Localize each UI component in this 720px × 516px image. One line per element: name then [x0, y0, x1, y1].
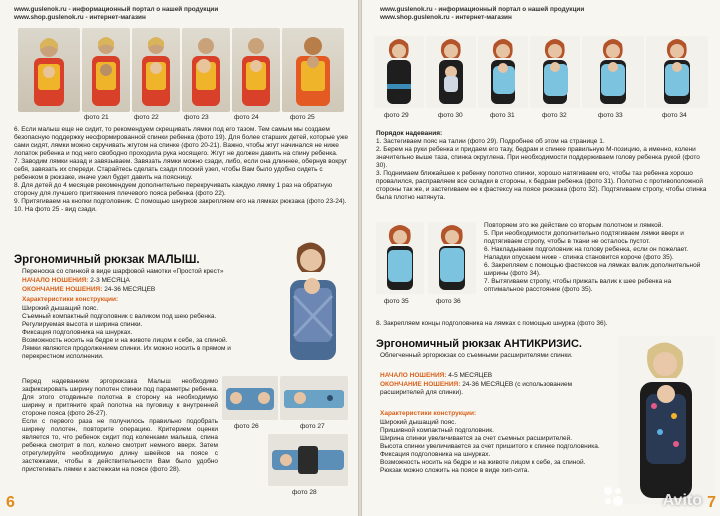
caption-photo-25: фото 25 — [290, 114, 315, 121]
steps-b-text — [484, 222, 710, 294]
feature-item: Съемный компактный подголовник с валиком под шею ребенка. — [22, 313, 217, 320]
feature-item: Регулируемая высота и ширина спинки. — [22, 321, 143, 328]
caption-photo-26: фото 26 — [234, 423, 259, 430]
order-step-1: 1. Застегиваем пояс на талии (фото 29). Подробнее об этом на странице 1. — [376, 138, 605, 145]
end-wear-value: 24-36 МЕСЯЦЕВ (с использованием расширителей для спинки). — [380, 381, 573, 396]
start-wear-label: НАЧАЛО НОШЕНИЯ: — [22, 277, 89, 284]
page-number-right: 7 — [707, 494, 716, 511]
feature-item: Фиксация подголовника на шнурках. — [22, 329, 133, 336]
feature-item: Широкий дышащий пояс. — [380, 419, 457, 426]
feature-item: Ширина спинки увеличивается за счет съемных расширителей. — [380, 435, 573, 442]
step-8: 8. Для детей до 4 месяцев рекомендуем дополнительно перекручивать каждую лямку 1 раз на обратную сторону для лучшего притяжения плечевого пояса ребенка (фото 22). — [14, 182, 333, 197]
photo-34 — [646, 36, 708, 108]
features-label: Характеристики конструкции: — [380, 410, 477, 417]
feature-item: Пришивной компактный подголовник. — [380, 427, 494, 434]
order-title: Порядок надевания: — [376, 130, 443, 137]
paragraph-2: Если с первого раза не получилось правильно подобрать ширину полотен, повторите операцию. Критерием оценки является то, что ребенок сидит под коленками малыша, спина ребенка смотрит в пол, колено смотрит немного вверх. Затем отрегулируйте необходимую длину швейков на поясе с застежками, чтобы в действительности Вам было удобно пристегивать лямки к застежкам на поясе (фото 28). — [22, 418, 218, 473]
photo-30 — [426, 36, 476, 108]
start-wear-value: 4-5 МЕСЯЦЕВ — [448, 372, 493, 379]
photo-28 — [268, 434, 348, 486]
start-wear — [380, 372, 610, 380]
caption-photo-28: фото 28 — [292, 489, 317, 496]
caption-photo-31: фото 31 — [490, 112, 515, 119]
start-wear-label: НАЧАЛО НОШЕНИЯ: — [380, 372, 447, 379]
photo-33 — [582, 36, 644, 108]
header-portal-link[interactable]: www.guslenok.ru - информационный портал о нашей продукции — [380, 6, 585, 13]
page-number-left: 6 — [6, 494, 15, 511]
caption-photo-22: фото 22 — [134, 114, 159, 121]
step-6: 6. Если малыш еще не сидит, то рекомендуем скрещивать лямки под его тазом. Тем самым мы создаем безопасную поддержку несформированной спинки ребенка (фото 19). Для более старших детей, которые уже сами сидят, лямки можно скручивать жгутом на спинке (фото 20-21). Важно, чтобы жгут начинался не ниже лопаток ребенка и под него свободно проходила рука носящего. Жгут не должен давить на спину ребенка. — [14, 126, 348, 157]
photo-26 — [222, 376, 278, 420]
instructions-paragraph — [22, 378, 218, 474]
header-shop-link[interactable]: www.shop.guslenok.ru - интернет-магазин — [14, 14, 146, 21]
avito-logo-icon — [602, 485, 624, 507]
caption-photo-23: фото 23 — [184, 114, 209, 121]
features-list — [380, 419, 616, 475]
step-b-4: 6. Закрепляем с помощью фастексов на лямках валик дополнительной ширины (фото 34). — [484, 262, 701, 277]
feature-item: Широкий дышащий пояс. — [22, 305, 99, 312]
step-9: 9. Притягиваем на кнопки подголовник. С помощью шнурков закрепляем его на лямках рюкзака (фото 23-24). — [14, 198, 347, 205]
section-title-malysh: Эргономичный рюкзак МАЛЫШ. — [14, 254, 200, 266]
caption-photo-36: фото 36 — [436, 298, 461, 305]
caption-photo-24: фото 24 — [234, 114, 259, 121]
photo-31 — [478, 36, 528, 108]
caption-photo-30: фото 30 — [438, 112, 463, 119]
feature-item: Возможность носить на бедре и на животе лицом к себе, за спиной. — [380, 459, 586, 466]
end-wear-value: 24-36 МЕСЯЦЕВ — [104, 286, 156, 293]
feature-item: Рюкзак можно сложить на поясе в виде хип-сита. — [380, 467, 530, 474]
end-wear-label: ОКОНЧАНИЕ НОШЕНИЯ: — [380, 381, 461, 388]
photo-32 — [530, 36, 580, 108]
step-b-1: Повторяем это же действие со вторым полотном и лямкой. — [484, 222, 664, 229]
photo-36 — [428, 222, 476, 294]
photo-21 — [82, 28, 130, 112]
caption-photo-21: фото 21 — [84, 114, 109, 121]
step-10: 10. На фото 25 - вид сзади. — [14, 206, 97, 213]
photo-24 — [232, 28, 280, 112]
features-label: Характеристики конструкции: — [22, 296, 119, 303]
photo-25 — [282, 28, 344, 112]
end-wear — [22, 286, 262, 294]
step-8-text: 8. Закрепляем концы подголовника на лямках с помощью шнурка (фото 36). — [376, 320, 608, 327]
end-wear — [380, 381, 610, 397]
section-subtitle: Облегченный эргорюкзак со съемными расширителями спинки. — [380, 352, 573, 359]
step-b-3: 6. Накладываем подголовник на голову ребенка, если он пожелает. Наладки опускаем ниже - спинка становится короче (фото 35). — [484, 246, 689, 261]
malysh-carrier-photo — [268, 236, 350, 366]
right-page — [362, 0, 720, 516]
steps-text — [14, 126, 348, 214]
feature-item: Возможность носить на бедре и на животе лицом к себе, за спиной. — [22, 337, 228, 344]
caption-photo-34: фото 34 — [662, 112, 687, 119]
caption-photo-27: фото 27 — [300, 423, 325, 430]
start-wear-value: 2-3 МЕСЯЦА — [90, 277, 130, 284]
photo-22 — [132, 28, 180, 112]
step-b-5: 7. Вытягиваем стропу, чтобы прижать валик к шее ребенка на оптимальное расстояние (фото 35). — [484, 278, 672, 293]
header-portal-link[interactable]: www.guslenok.ru - информационный портал о нашей продукции — [14, 6, 219, 13]
photo-23 — [182, 28, 230, 112]
order-step-3: 3. Поднимаем ближайшее к ребенку полотно спинки, хорошо натягиваем его, чтобы таз ребенка хорошо провалился, расправляем все складки в стороны, к бедрам ребенка (фото 31). Полотно с противоположной стороны так же, и застегиваем ее к фастексу на поясе рюкзака (фото 32). Подтягиваем стропу, чтобы спинка была плотно натянута. — [376, 170, 707, 201]
caption-photo-35: фото 35 — [384, 298, 409, 305]
features-list — [22, 305, 268, 361]
header-shop-link[interactable]: www.shop.guslenok.ru - интернет-магазин — [380, 14, 512, 21]
photo-27 — [280, 376, 348, 420]
caption-photo-29: фото 29 — [384, 112, 409, 119]
feature-item: Фиксация подголовника на шнурках. — [380, 451, 491, 458]
step-7: 7. Заводим лямки назад и завязываем. Завязать лямки можно сзади, либо, если она длиннее, обернув вокруг себя, завязать их спереди. Старайтесь сделать сзади плоский узел, чтобы Вам было удобно сидеть с ребенком в рюкзаке, иначе узел будет давить на поясницу. — [14, 158, 348, 181]
photo-35 — [376, 222, 424, 294]
caption-photo-32: фото 32 — [542, 112, 567, 119]
start-wear — [22, 277, 262, 285]
caption-photo-33: фото 33 — [598, 112, 623, 119]
end-wear-label: ОКОНЧАНИЕ НОШЕНИЯ: — [22, 286, 103, 293]
photo-20 — [18, 28, 80, 112]
section-title-antikrizis: Эргономичный рюкзак АНТИКРИЗИС. — [376, 338, 582, 350]
photo-29 — [374, 36, 424, 108]
feature-item: Высота спинки увеличивается за счет пришитого к спинке подголовника. — [380, 443, 600, 450]
order-text — [376, 130, 710, 202]
antikrizis-carrier-photo — [618, 336, 714, 504]
avito-watermark: Avito — [662, 492, 702, 509]
feature-item: Лямки являются продолжением спинки. Их можно носить в прямом и перекрестном исполнении. — [22, 345, 231, 360]
step-b-2: 5. При необходимости дополнительно подтягиваем лямки вверх и подтягиваем стропу, чтобы в ткани не осталось пустот. — [484, 230, 684, 245]
left-page — [0, 0, 358, 516]
order-step-2: 2. Берем на руки ребенка и придаем его тазу, бедрам и спинке правильную М-позицию, а именно, колени значительно выше таза, спинка округлена. При необходимости поддерживаем голову ребенка рукой (фото 30). — [376, 146, 700, 169]
section-subtitle: Переноска со спинкой в виде шарфовой намотки «Простой крест» — [22, 268, 224, 275]
paragraph-1: Перед надеванием эргорюкзака Малыш необходимо зафиксировать ширину полотен спинки под параметры ребенка. Для этого отодвиньте полотна в сторону на необходимую ширину и притяните край полотна на пуговицу к внутренней стороне пояса (фото 26-27). — [22, 378, 218, 417]
